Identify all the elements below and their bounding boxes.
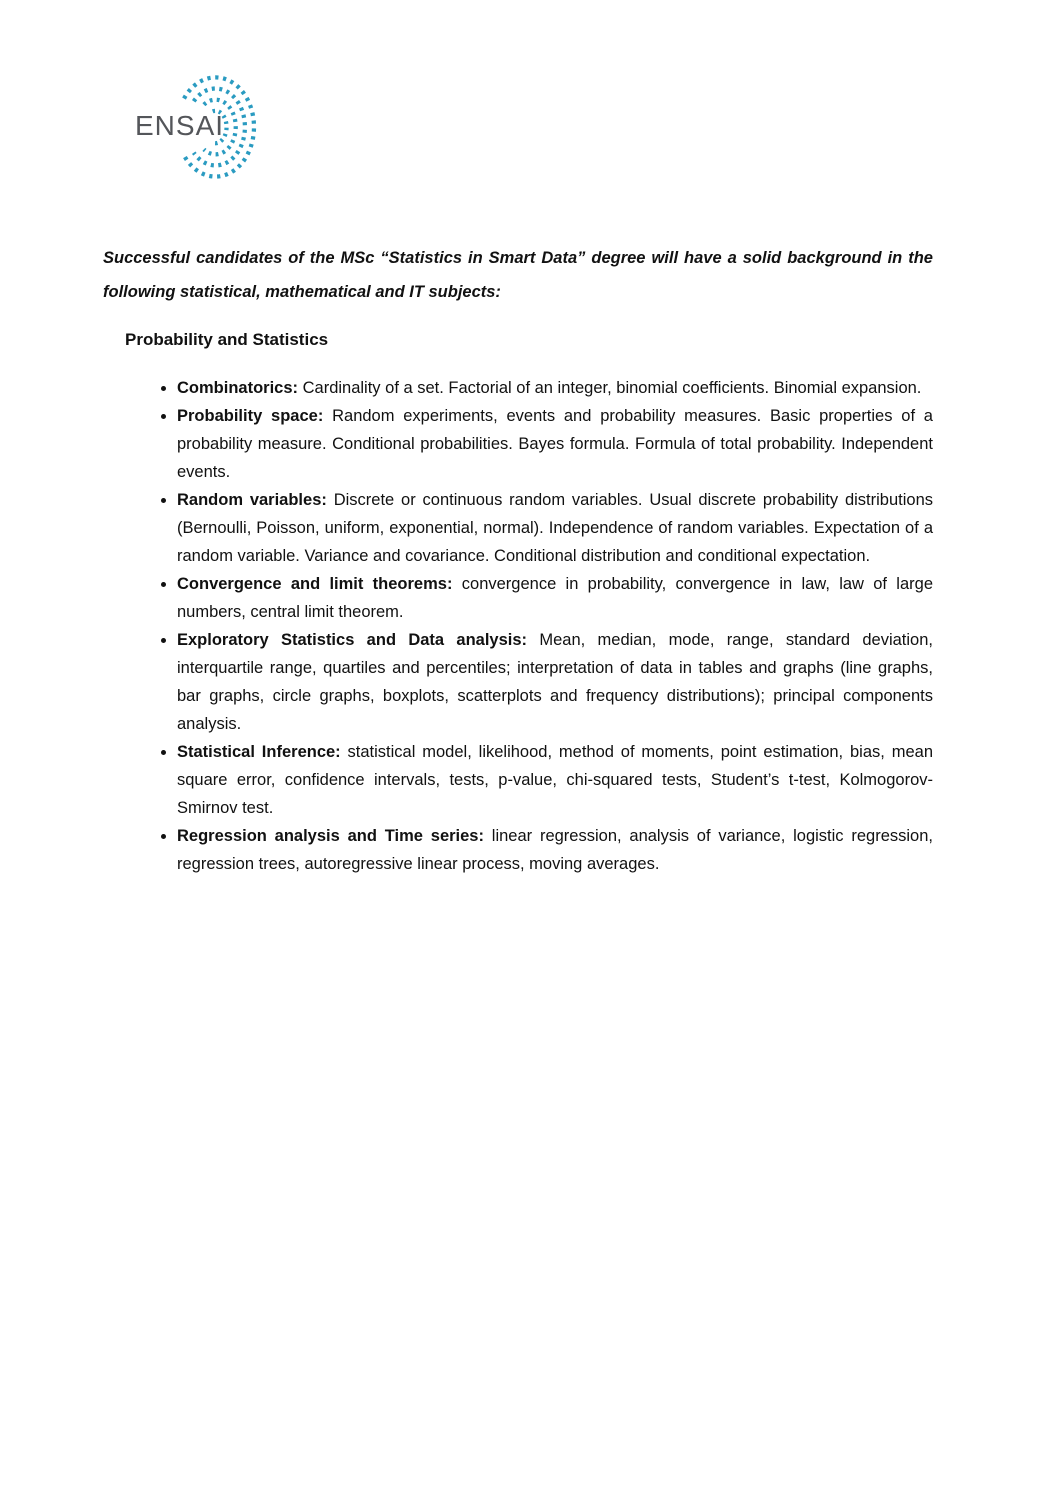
ensai-logo-text: ENSAI xyxy=(135,110,225,141)
intro-paragraph: Successful candidates of the MSc “Statistics in Smart Data” degree will have a solid background in the following statistical, mathematical and IT subjects: xyxy=(103,249,933,301)
document-content xyxy=(103,241,933,878)
bullet-text: convergence in probability, convergence in law, law of large numbers, central limit theorem. xyxy=(177,575,934,621)
bullet-item-random-variables xyxy=(177,486,933,570)
bullet-lead: Random variables: xyxy=(177,491,327,509)
ensai-swirl-icon xyxy=(173,73,258,181)
bullet-lead: Statistical Inference: xyxy=(177,743,341,761)
bullet-text: Discrete or continuous random variables. Usual discrete probability distributions (Bernoulli, Poisson, uniform, exponential, normal). Independence of random variables. Expectation of a random variable. Variance and covariance. Conditional distribution and conditional expectation. xyxy=(177,491,933,565)
bullet-item-convergence xyxy=(177,570,933,626)
bullet-text: linear regression, analysis of variance, logistic regression, regression trees, autoregressive linear process, moving averages. xyxy=(177,827,933,873)
bullet-item-exploratory-statistics xyxy=(177,626,933,738)
bullet-lead: Probability space: xyxy=(177,407,324,425)
bullet-item-statistical-inference xyxy=(177,738,933,822)
bullet-list xyxy=(103,374,933,878)
bullet-item-probability-space xyxy=(177,402,933,486)
bullet-item-regression-time-series xyxy=(177,822,933,878)
bullet-text: Mean, median, mode, range, standard deviation, interquartile range, quartiles and percentiles; interpretation of data in tables and graphs (line graphs, bar graphs, circle graphs, boxplots, scatterplots and frequency distributions); principal components analysis. xyxy=(177,631,933,733)
bullet-lead: Convergence and limit theorems: xyxy=(177,575,453,593)
bullet-lead: Regression analysis and Time series: xyxy=(177,827,484,845)
bullet-lead: Exploratory Statistics and Data analysis: xyxy=(177,631,528,649)
bullet-lead: Combinatorics: xyxy=(177,379,299,397)
bullet-text: statistical model, likelihood, method of moments, point estimation, bias, mean square error, confidence intervals, tests, p-value, chi-squared tests, Student’s t-test, Kolmogorov-Smirnov test. xyxy=(177,743,933,817)
bullet-item-combinatorics xyxy=(177,374,933,402)
bullet-text: Cardinality of a set. Factorial of an integer, binomial coefficients. Binomial expansion. xyxy=(302,379,922,397)
bullet-text: Random experiments, events and probability measures. Basic properties of a probability measure. Conditional probabilities. Bayes formula. Formula of total probability. Independent events. xyxy=(177,407,933,481)
ensai-logo xyxy=(135,73,260,185)
section-heading: Probability and Statistics xyxy=(125,330,329,349)
